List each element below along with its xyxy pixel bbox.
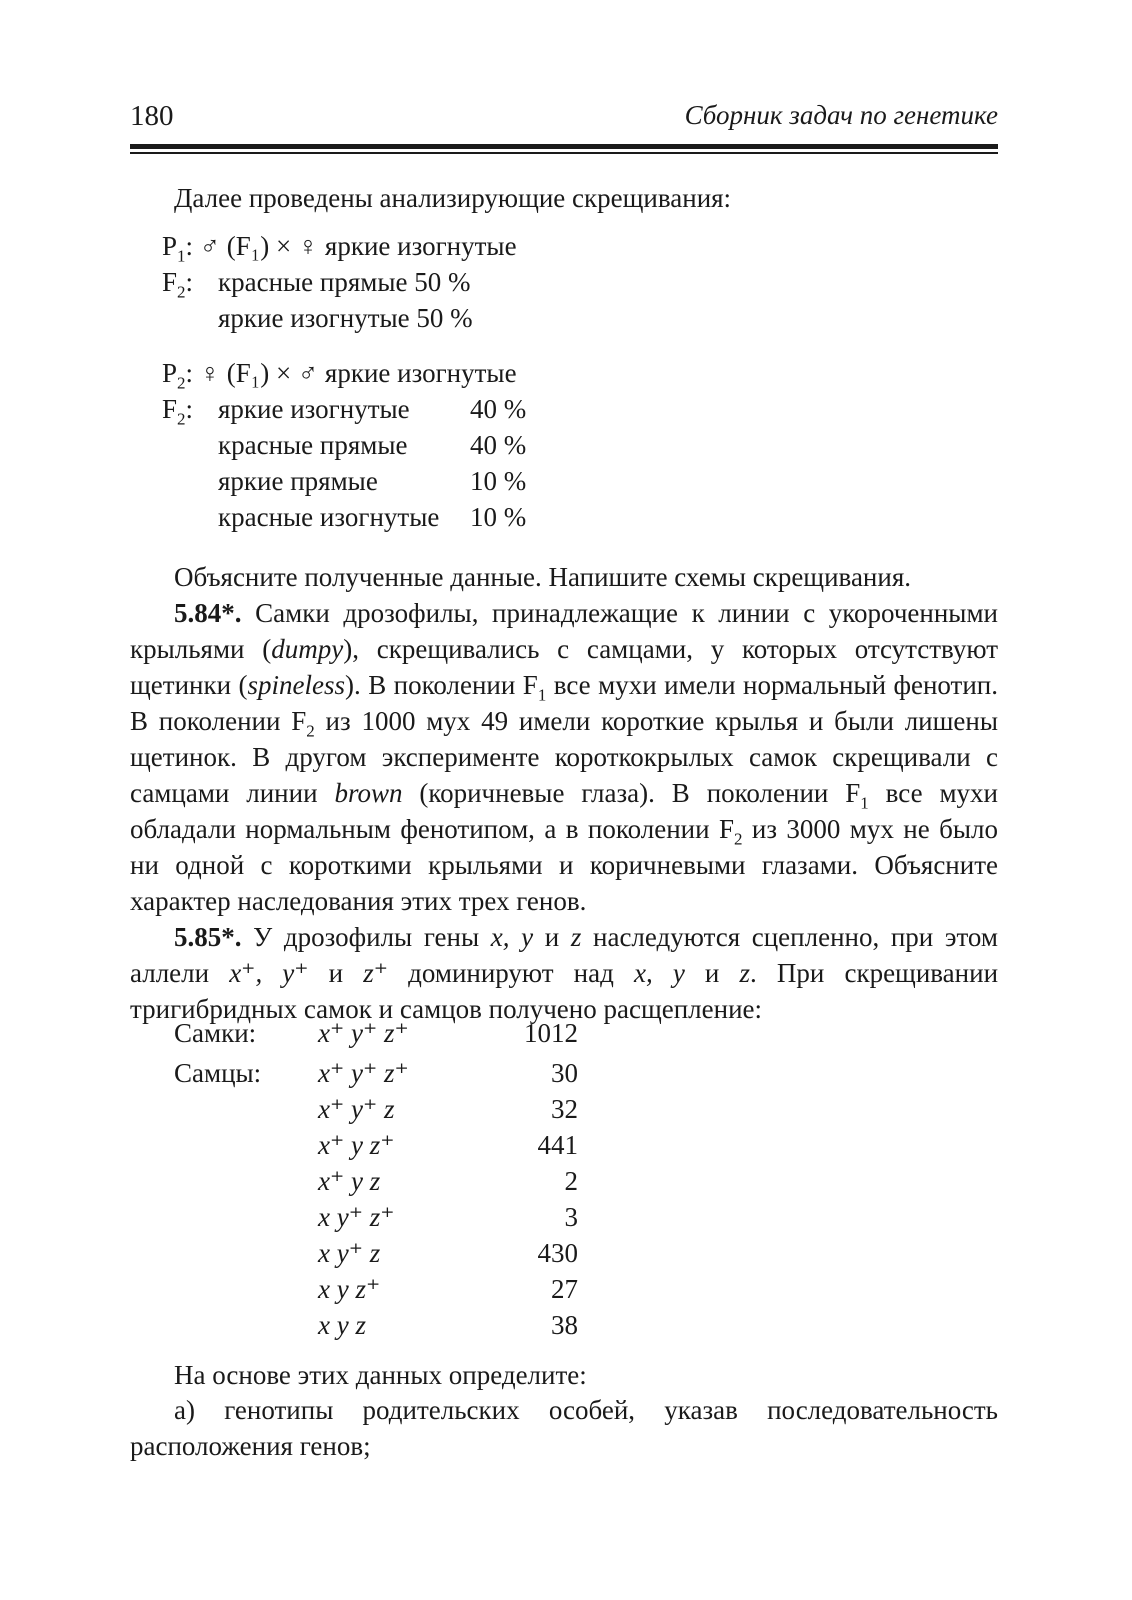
task-a: а) генотипы родительских особей, указав последовательность расположения генов; — [130, 1395, 998, 1461]
text: (коричневые глаза). В поколении F — [402, 778, 861, 808]
percent: 50 % — [416, 303, 473, 333]
problem-number: 5.85*. — [174, 922, 242, 952]
cross2-percent-1: 40 % — [470, 430, 527, 460]
cross2-f-letter: F — [162, 394, 178, 424]
subscript: 1 — [537, 685, 547, 705]
text: ), скрещивались с самцами, у которых отсутствуют щетинки ( — [130, 634, 998, 700]
cross2-f-sep: : — [185, 394, 194, 424]
cross1-p-text: ♂ (F₁) × ♀ яркие изогнутые — [199, 231, 517, 261]
gene-z: z — [570, 922, 582, 952]
text: все мухи обладали нормальным фенотипом, а в поколении F — [130, 778, 998, 844]
text: У дрозофилы гены — [241, 922, 491, 952]
males-label: Самцы: — [174, 1058, 262, 1088]
task-a-block — [130, 1392, 998, 1464]
term-brown: brown — [334, 778, 403, 808]
alleles: x⁺, y⁺ — [229, 958, 309, 988]
problem-number: 5.84*. — [174, 598, 242, 628]
phenotype: красные прямые — [218, 267, 408, 297]
cross2-parents — [162, 358, 517, 393]
cross2-p-text: ♀ (F₁) × ♂ яркие изогнутые — [199, 358, 517, 388]
females-label: Самки: — [174, 1018, 257, 1048]
cross2-phenotype-0: яркие изогнутые — [218, 394, 410, 424]
male-count-7: 38 — [551, 1310, 578, 1340]
cross2-f-sub: 2 — [177, 409, 186, 429]
allele-z: z⁺ — [363, 958, 389, 988]
phenotype: яркие изогнутые — [218, 303, 410, 333]
cross1-p-sep: : — [185, 231, 194, 261]
text: ). В поколении F — [345, 670, 538, 700]
page-header — [130, 100, 998, 140]
intro-text: Далее проведены анализирующие скрещивания: — [174, 183, 732, 213]
explain-paragraph: Объясните полученные данные. Напишите схемы скрещивания. — [174, 562, 911, 592]
male-genotype-7: x y z — [318, 1310, 366, 1340]
recessive-alleles: x, y — [633, 958, 685, 988]
recessive-z: z — [739, 958, 751, 988]
text: из 1000 мух 49 имели короткие крылья и были лишены щетинок. В другом эксперименте короткокрылых самок скрещивали с самцами линии — [130, 706, 998, 808]
cross2-percent-3: 10 % — [470, 502, 527, 532]
running-title: Сборник задач по генетике — [684, 100, 998, 130]
cross2-phenotype-2: яркие прямые — [218, 466, 378, 496]
cross2-phenotype-1: красные прямые — [218, 430, 408, 460]
cross1-parents — [162, 231, 517, 266]
cross2-percent-2: 10 % — [470, 466, 527, 496]
cross1-f-sep: : — [185, 267, 194, 297]
cross1-f-label — [162, 267, 194, 302]
cross1-p-sub: 1 — [177, 246, 186, 266]
text: наследуются сцепленно, при этом аллели — [130, 922, 999, 988]
task-intro: На основе этих данных определите: — [174, 1360, 587, 1390]
text: доминируют над — [388, 958, 634, 988]
term-dumpy: dumpy — [271, 634, 344, 664]
male-count-3: 2 — [564, 1166, 578, 1196]
header-rule-thick — [130, 144, 998, 149]
male-genotype-0: x⁺ y⁺ z⁺ — [318, 1058, 409, 1088]
percent: 50 % — [414, 267, 471, 297]
cross2-percent-0: 40 % — [470, 394, 527, 424]
cross2-p-label: P — [162, 358, 178, 388]
problem-5-85 — [130, 919, 998, 1027]
term-spineless: spineless — [247, 670, 345, 700]
cross1-offspring-0 — [218, 269, 471, 296]
text: все мухи имели нормальный фенотип. В поколении F — [130, 670, 999, 736]
male-genotype-4: x y⁺ z⁺ — [318, 1202, 395, 1232]
male-genotype-3: x⁺ y z — [318, 1166, 381, 1196]
cross1-f-letter: F — [162, 267, 178, 297]
subscript: 2 — [733, 829, 743, 849]
male-genotype-1: x⁺ y⁺ z — [318, 1094, 395, 1124]
prose-block — [130, 559, 998, 1027]
cross1-f-sub: 2 — [177, 282, 186, 302]
text: и — [308, 958, 364, 988]
male-count-2: 441 — [537, 1130, 578, 1160]
cross2-p-sub: 2 — [177, 373, 186, 393]
text: из 3000 мух не было ни одной с короткими крыльями и коричневыми глазами. Объясните характер наследования этих трех генов. — [130, 814, 998, 916]
cross2-f-label — [162, 394, 194, 429]
text: и — [533, 922, 571, 952]
problem-5-84 — [130, 595, 998, 919]
header-rule-thin — [130, 152, 998, 154]
male-genotype-6: x y z⁺ — [318, 1274, 381, 1304]
female-genotype: x⁺ y⁺ z⁺ — [318, 1018, 409, 1048]
male-genotype-2: x⁺ y z⁺ — [318, 1130, 395, 1160]
male-count-1: 32 — [551, 1094, 578, 1124]
subscript: 2 — [306, 721, 315, 741]
male-count-6: 27 — [551, 1274, 578, 1304]
subscript: 1 — [860, 793, 869, 813]
text: . При скрещивании тригибридных самок и самцов получено расщепление: — [130, 958, 999, 1024]
cross2-p-sep: : — [185, 358, 194, 388]
male-count-0: 30 — [551, 1058, 578, 1088]
text: и — [684, 958, 740, 988]
cross1-p-label: P — [162, 231, 178, 261]
cross1-offspring-1 — [218, 305, 473, 332]
cross2-phenotype-3: красные изогнутые — [218, 502, 440, 532]
page-number: 180 — [130, 100, 174, 132]
male-genotype-5: x y⁺ z — [318, 1238, 381, 1268]
male-count-5: 430 — [537, 1238, 578, 1268]
genes: x, y — [490, 922, 534, 952]
male-count-4: 3 — [564, 1202, 578, 1232]
female-count: 1012 — [524, 1018, 578, 1048]
text: Самки дрозофилы, принадлежащие к линии с укороченными крыльями ( — [130, 598, 998, 664]
